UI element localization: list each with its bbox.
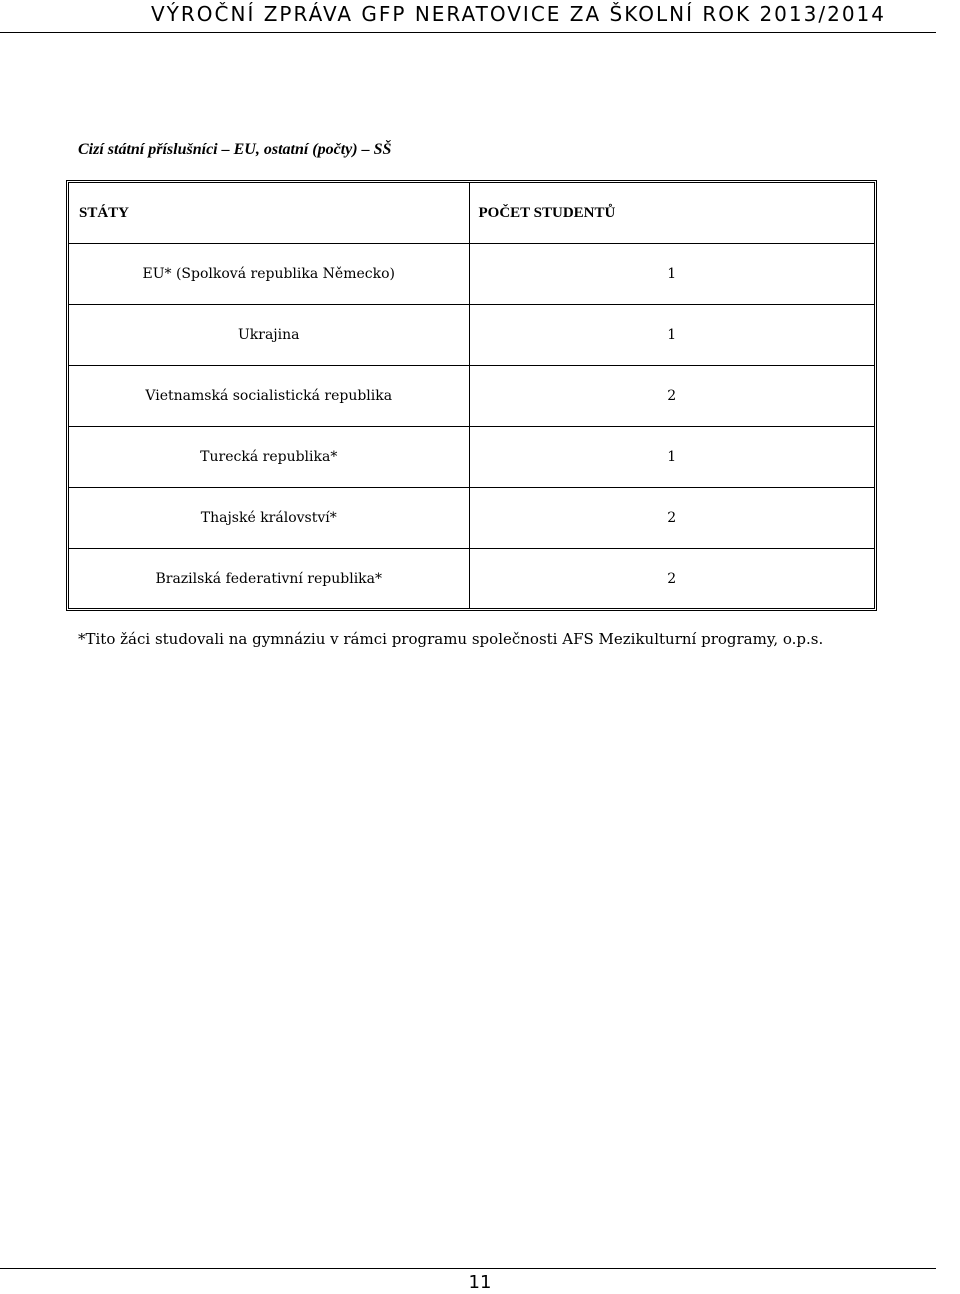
table-row xyxy=(69,366,874,427)
table-row xyxy=(69,427,874,488)
cell-state: Vietnamská socialistická republika xyxy=(69,366,469,427)
table-header-row xyxy=(69,183,874,244)
table-row xyxy=(69,244,874,305)
cell-count: 1 xyxy=(469,305,874,366)
table-row xyxy=(69,549,874,610)
cell-state: Thajské království* xyxy=(69,488,469,549)
cell-state: Turecká republika* xyxy=(69,427,469,488)
column-header-states: STÁTY xyxy=(69,183,469,244)
cell-count: 1 xyxy=(469,244,874,305)
page-number: 11 xyxy=(468,1272,492,1293)
table-row xyxy=(69,305,874,366)
cell-state: Ukrajina xyxy=(69,305,469,366)
cell-count: 2 xyxy=(469,549,874,610)
column-header-student-count: POČET STUDENTŮ xyxy=(469,183,874,244)
running-header xyxy=(0,0,936,33)
cell-count: 2 xyxy=(469,488,874,549)
cell-count: 1 xyxy=(469,427,874,488)
table-footnote: *Tito žáci studovali na gymnáziu v rámci programu společnosti AFS Mezikulturní programy, o.p.s. xyxy=(78,630,824,648)
cell-state: Brazilská federativní republika* xyxy=(69,549,469,610)
students-by-country-table xyxy=(66,180,877,611)
cell-count: 2 xyxy=(469,366,874,427)
footer-divider xyxy=(0,1268,936,1269)
table-caption: Cizí státní příslušníci – EU, ostatní (počty) – SŠ xyxy=(78,141,392,158)
table-row xyxy=(69,488,874,549)
document-title: VÝROČNÍ ZPRÁVA GFP NERATOVICE ZA ŠKOLNÍ ROK 2013/2014 xyxy=(151,2,886,26)
cell-state: EU* (Spolková republika Německo) xyxy=(69,244,469,305)
